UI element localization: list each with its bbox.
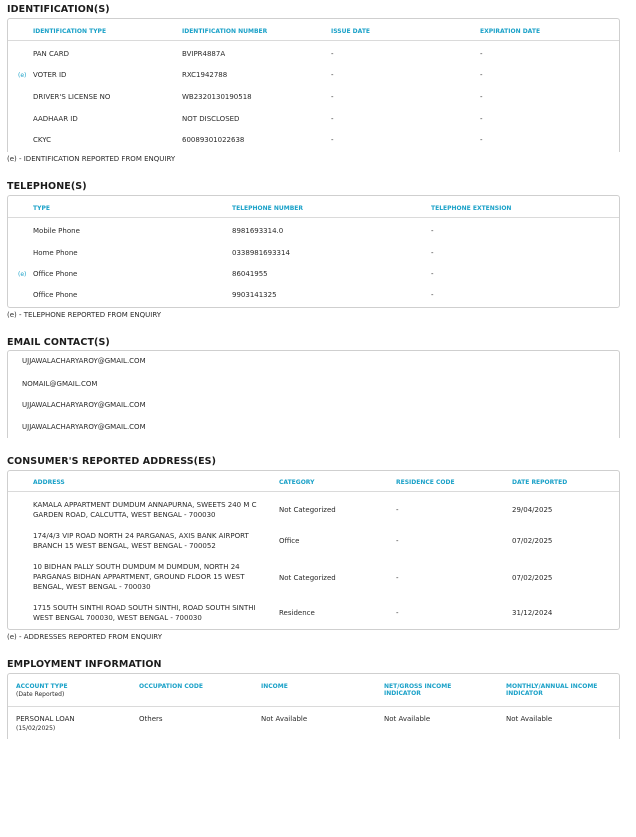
issue-date: - [331,50,334,58]
date-reported: 07/02/2025 [512,537,553,545]
phone-number: 0338981693314 [232,249,290,257]
email-item: NOMAIL@GMAIL.COM [22,380,98,388]
income: Not Available [261,715,308,723]
id-type: VOTER ID [33,71,67,79]
header-divider [8,491,619,492]
identification-table [7,18,620,152]
issue-date: - [331,115,334,123]
id-number: BVIPR4887A [182,50,226,58]
col-residence-code: RESIDENCE CODE [396,479,455,486]
col-monthly-annual-indicator: MONTHLY/ANNUAL INCOME INDICATOR [506,683,598,697]
col-account-type-sub: (Date Reported) [16,691,65,698]
address-category: Not Categorized [279,506,336,514]
col-income: INCOME [261,683,288,690]
telephone-footnote: (e) - TELEPHONE REPORTED FROM ENQUIRY [7,311,162,319]
email-item: UJJAWALACHARYAROY@GMAIL.COM [22,423,146,431]
col-category: CATEGORY [279,479,315,486]
issue-date: - [331,136,334,144]
header-divider [8,217,619,218]
email-item: UJJAWALACHARYAROY@GMAIL.COM [22,401,146,409]
col-date-reported: DATE REPORTED [512,479,568,486]
expiration-date: - [480,50,483,58]
residence-code: - [396,609,399,617]
id-number: NOT DISCLOSED [182,115,240,123]
identification-footnote: (e) - IDENTIFICATION REPORTED FROM ENQUIRY [7,155,176,163]
expiration-date: - [480,115,483,123]
issue-date: - [331,71,334,79]
identification-title: IDENTIFICATION(S) [7,4,110,15]
enquiry-marker: (e) [18,271,27,278]
address-text: 1715 SOUTH SINTHI ROAD SOUTH SINTHI, ROAD SOUTH SINTHI WEST BENGAL 700030, WEST BENGAL - 700030 [33,604,256,622]
expiration-date: - [480,71,483,79]
email-title: EMAIL CONTACT(S) [7,337,110,348]
phone-number: 86041955 [232,270,268,278]
col-address: ADDRESS [33,479,65,486]
address-category: Office [279,537,300,545]
id-type: DRIVER'S LICENSE NO [33,93,111,101]
header-divider [8,706,619,707]
phone-extension: - [431,270,434,278]
phone-type: Mobile Phone [33,227,80,235]
address-category: Not Categorized [279,574,336,582]
col-occupation-code: OCCUPATION CODE [139,683,203,690]
employment-title: EMPLOYMENT INFORMATION [7,659,162,670]
email-item: UJJAWALACHARYAROY@GMAIL.COM [22,357,146,365]
telephone-title: TELEPHONE(S) [7,181,87,192]
phone-type: Office Phone [33,270,78,278]
col-type: TYPE [33,205,50,212]
phone-extension: - [431,291,434,299]
address-text: 174/4/3 VIP ROAD NORTH 24 PARGANAS, AXIS BANK AIRPORT BRANCH 15 WEST BENGAL, WEST BENGAL - 700052 [33,532,249,550]
col-account-type [16,683,68,699]
col-telephone-number: TELEPHONE NUMBER [232,205,303,212]
expiration-date: - [480,93,483,101]
email-list [7,350,620,438]
phone-extension: - [431,227,434,235]
occupation-code: Others [139,715,163,723]
telephone-table [7,195,620,308]
date-reported: 31/12/2024 [512,609,553,617]
id-number: 60089301022638 [182,136,245,144]
residence-code: - [396,537,399,545]
account-type: PERSONAL LOAN [16,715,75,723]
id-type: PAN CARD [33,50,69,58]
address-text: KAMALA APPARTMENT DUMDUM ANNAPURNA, SWEETS 240 M C GARDEN ROAD, CALCUTTA, WEST BENGAL - 700030 [33,501,257,519]
monthly-annual-indicator: Not Available [506,715,553,723]
col-identification-number: IDENTIFICATION NUMBER [182,28,268,35]
header-divider [8,40,619,41]
phone-type: Office Phone [33,291,78,299]
account-date: (15/02/2025) [16,725,56,732]
residence-code: - [396,574,399,582]
col-identification-type: IDENTIFICATION TYPE [33,28,107,35]
address-text: 10 BIDHAN PALLY SOUTH DUMDUM M DUMDUM, NORTH 24 PARGANAS BIDHAN APPARTMENT, GROUND FLOOR 15 WEST BENGAL, WEST BENGAL - 700030 [33,563,245,591]
col-expiration-date: EXPIRATION DATE [480,28,541,35]
phone-number: 9903141325 [232,291,277,299]
id-number: WB2320130190518 [182,93,252,101]
col-issue-date: ISSUE DATE [331,28,371,35]
col-net-gross-indicator: NET/GROSS INCOME INDICATOR [384,683,452,697]
address-category: Residence [279,609,315,617]
phone-extension: - [431,249,434,257]
col-account-type-label: ACCOUNT TYPE [16,683,68,690]
net-gross-indicator: Not Available [384,715,431,723]
col-telephone-extension: TELEPHONE EXTENSION [431,205,512,212]
date-reported: 07/02/2025 [512,574,553,582]
id-type: CKYC [33,136,52,144]
employment-table [7,673,620,739]
residence-code: - [396,506,399,514]
id-number: RXC1942788 [182,71,228,79]
phone-number: 8981693314.0 [232,227,284,235]
id-type: AADHAAR ID [33,115,78,123]
address-footnote: (e) - ADDRESSES REPORTED FROM ENQUIRY [7,633,162,641]
issue-date: - [331,93,334,101]
phone-type: Home Phone [33,249,78,257]
address-table [7,470,620,630]
expiration-date: - [480,136,483,144]
date-reported: 29/04/2025 [512,506,553,514]
enquiry-marker: (e) [18,72,27,79]
address-title: CONSUMER'S REPORTED ADDRESS(ES) [7,456,217,467]
